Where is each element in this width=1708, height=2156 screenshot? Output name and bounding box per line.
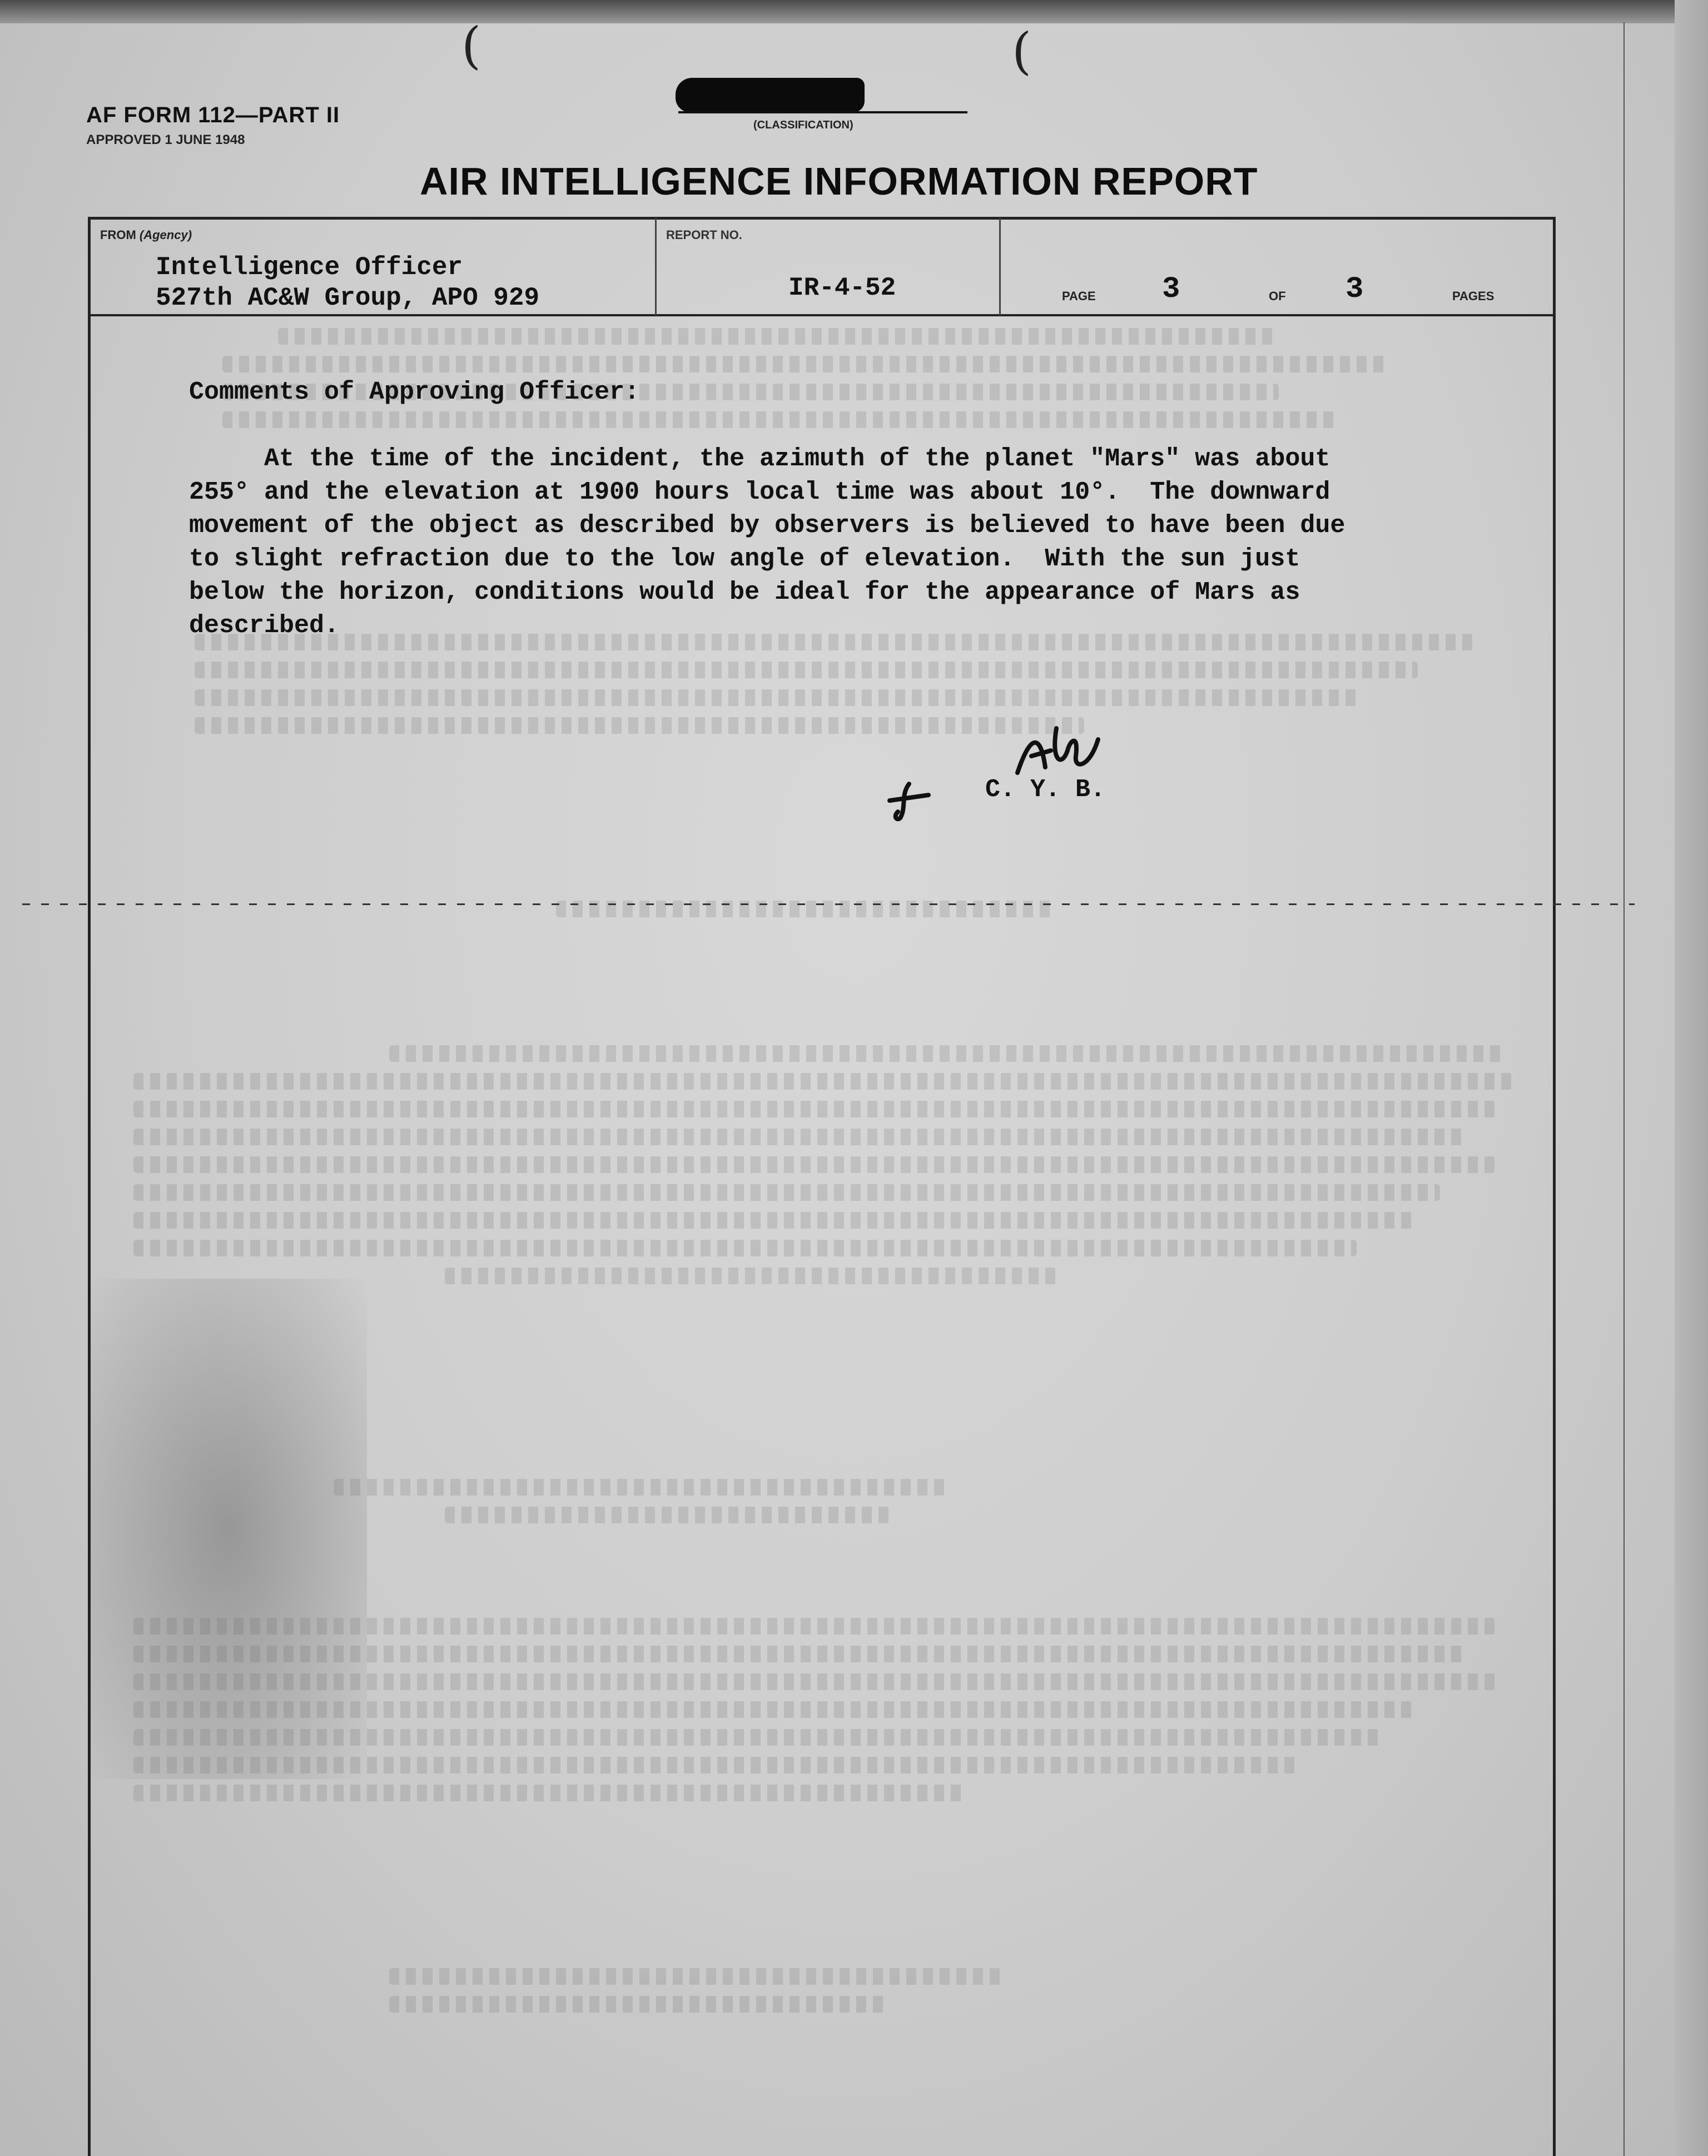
total-pages: 3 bbox=[1345, 272, 1364, 306]
from-label-agency: (Agency) bbox=[139, 228, 192, 242]
page-edge-line bbox=[1623, 22, 1625, 2156]
form-id: AF FORM 112—PART II bbox=[86, 103, 340, 127]
of-label: OF bbox=[1269, 289, 1286, 303]
scan-top-edge bbox=[0, 0, 1708, 23]
approver-initials: C. Y. B. bbox=[985, 776, 1106, 804]
classification-label: (CLASSIFICATION) bbox=[753, 119, 853, 131]
binder-hole-right: ( bbox=[1012, 22, 1032, 81]
comments-heading: Comments of Approving Officer: bbox=[189, 378, 640, 406]
binder-hole-left: ( bbox=[461, 17, 481, 75]
body-line-5: below the horizon, conditions would be ideal for the appearance of Mars as bbox=[189, 578, 1300, 607]
header-column-divider-2 bbox=[999, 218, 1001, 315]
for-mark bbox=[884, 778, 934, 823]
handwritten-initials-signature bbox=[1006, 717, 1118, 784]
from-label-prefix: FROM bbox=[100, 228, 136, 242]
report-number: IR-4-52 bbox=[788, 274, 896, 302]
from-label bbox=[100, 228, 192, 242]
classification-underline bbox=[678, 111, 967, 113]
header-column-divider-1 bbox=[655, 218, 657, 315]
page-number: 3 bbox=[1162, 272, 1180, 306]
agency-line-2: 527th AC&W Group, APO 929 bbox=[156, 284, 540, 312]
body-line-4: to slight refraction due to the low angle of elevation. With the sun just bbox=[189, 545, 1300, 573]
scan-right-edge bbox=[1675, 0, 1708, 2156]
body-line-2: 255° and the elevation at 1900 hours local time was about 10°. The downward bbox=[189, 478, 1330, 506]
agency-line-1: Intelligence Officer bbox=[156, 253, 463, 282]
report-frame bbox=[88, 217, 1556, 2156]
classification-redaction bbox=[676, 78, 865, 112]
body-line-1: At the time of the incident, the azimuth of the planet "Mars" was about bbox=[189, 445, 1330, 473]
approved-date: APPROVED 1 JUNE 1948 bbox=[86, 132, 245, 147]
body-line-3: movement of the object as described by observers is believed to have been due bbox=[189, 511, 1345, 540]
report-title: AIR INTELLIGENCE INFORMATION REPORT bbox=[420, 160, 1258, 203]
header-row-divider bbox=[88, 314, 1556, 316]
fold-line bbox=[22, 903, 1635, 905]
pages-label: PAGES bbox=[1452, 289, 1494, 303]
body-line-6: described. bbox=[189, 612, 340, 640]
page-label: PAGE bbox=[1062, 289, 1096, 303]
report-no-label: REPORT NO. bbox=[666, 228, 742, 242]
